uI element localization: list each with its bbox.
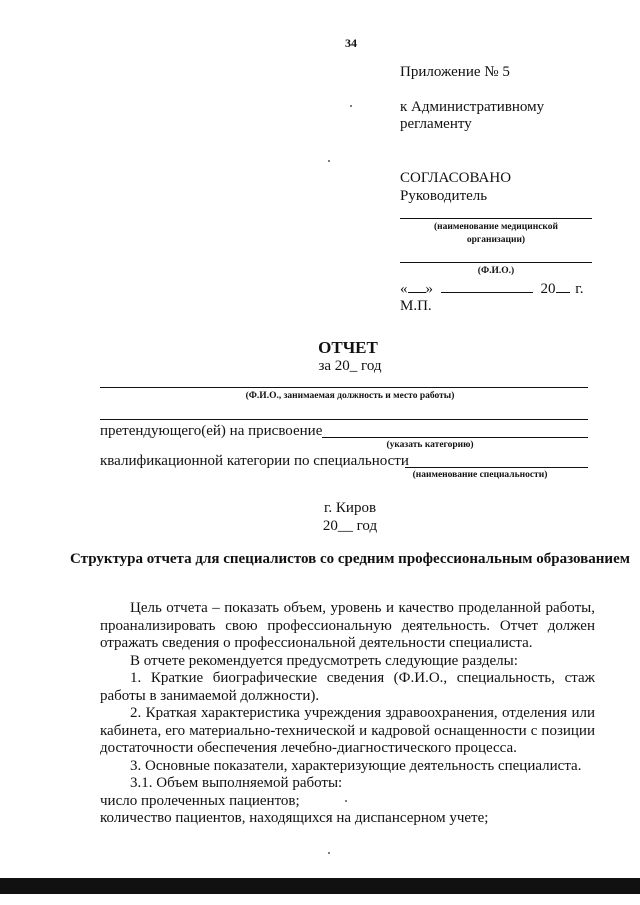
paragraph-goal: Цель отчета – показать объем, уровень и качество проделанной работы, проанализировать свою профессиональную деятельность. Отчет должен отражать сведения о профессиональной деятельности специалиста.	[100, 600, 595, 651]
fio-caption: (Ф.И.О.)	[477, 266, 515, 276]
agreed-label: СОГЛАСОВАНО	[400, 170, 512, 186]
day-blank	[408, 292, 426, 293]
regulation-line-2: регламенту	[400, 116, 472, 132]
month-blank	[441, 292, 533, 293]
head-label: Руководитель	[400, 188, 488, 204]
year-suffix: г.	[575, 281, 584, 297]
person-line-2	[100, 419, 588, 420]
appendix-label: Приложение № 5	[400, 64, 510, 80]
city: г. Киров	[323, 500, 377, 516]
body-text	[100, 600, 595, 828]
qualification-text: квалификационной категории по специальности	[100, 453, 409, 469]
paragraph-workload: 3.1. Объем выполняемой работы:	[130, 775, 343, 791]
category-caption: (указать категорию)	[386, 440, 474, 450]
paragraph-treated-patients: число пролеченных пациентов;	[100, 792, 300, 809]
regulation-line-1: к Административному	[400, 99, 545, 115]
report-year: за 20_ год	[318, 358, 382, 374]
page-number: 34	[345, 36, 357, 50]
category-line	[322, 437, 588, 438]
scan-speck	[350, 105, 352, 107]
structure-title: Структура отчета для специалистов со средним профессиональным образованием	[70, 551, 630, 567]
date-open-quote: «	[400, 281, 408, 297]
scan-speck	[345, 800, 347, 802]
specialty-line	[405, 467, 588, 468]
paragraph-biography: 1. Краткие биографические сведения (Ф.И.О., специальность, стаж работы в занимаемой должности).	[100, 670, 595, 704]
date-line	[400, 281, 592, 298]
org-caption-line-2: организации)	[466, 235, 526, 245]
specialty-caption: (наименование специальности)	[412, 470, 548, 480]
fio-signature-line	[400, 262, 592, 263]
date-close-quote: »	[425, 281, 433, 297]
org-signature-line	[400, 218, 592, 219]
org-caption-line-1: (наименование медицинской	[433, 222, 558, 232]
city-year: 20__ год	[322, 518, 378, 534]
stamp-label: М.П.	[400, 298, 432, 314]
scan-speck	[328, 852, 330, 854]
paragraph-dispensary-patients: количество пациентов, находящихся на диспансерном учете;	[100, 810, 489, 826]
person-caption: (Ф.И.О., занимаемая должность и место работы)	[245, 391, 455, 401]
paragraph-indicators: 3. Основные показатели, характеризующие деятельность специалиста.	[130, 757, 582, 774]
paragraph-institution: 2. Краткая характеристика учреждения здравоохранения, отделения или кабинета, его материально-технической и кадровой оснащенности с позиции достаточности обеспечения лечебно-диагностического процесса.	[100, 705, 595, 756]
year-blank	[556, 292, 570, 293]
report-title: ОТЧЕТ	[318, 338, 378, 357]
scan-border-bar	[0, 878, 640, 894]
paragraph-sections: В отчете рекомендуется предусмотреть следующие разделы:	[130, 652, 518, 669]
person-line	[100, 387, 588, 388]
applicant-text: претендующего(ей) на присвоение	[100, 423, 323, 439]
scan-speck	[328, 160, 330, 162]
year-prefix: 20	[540, 281, 556, 297]
